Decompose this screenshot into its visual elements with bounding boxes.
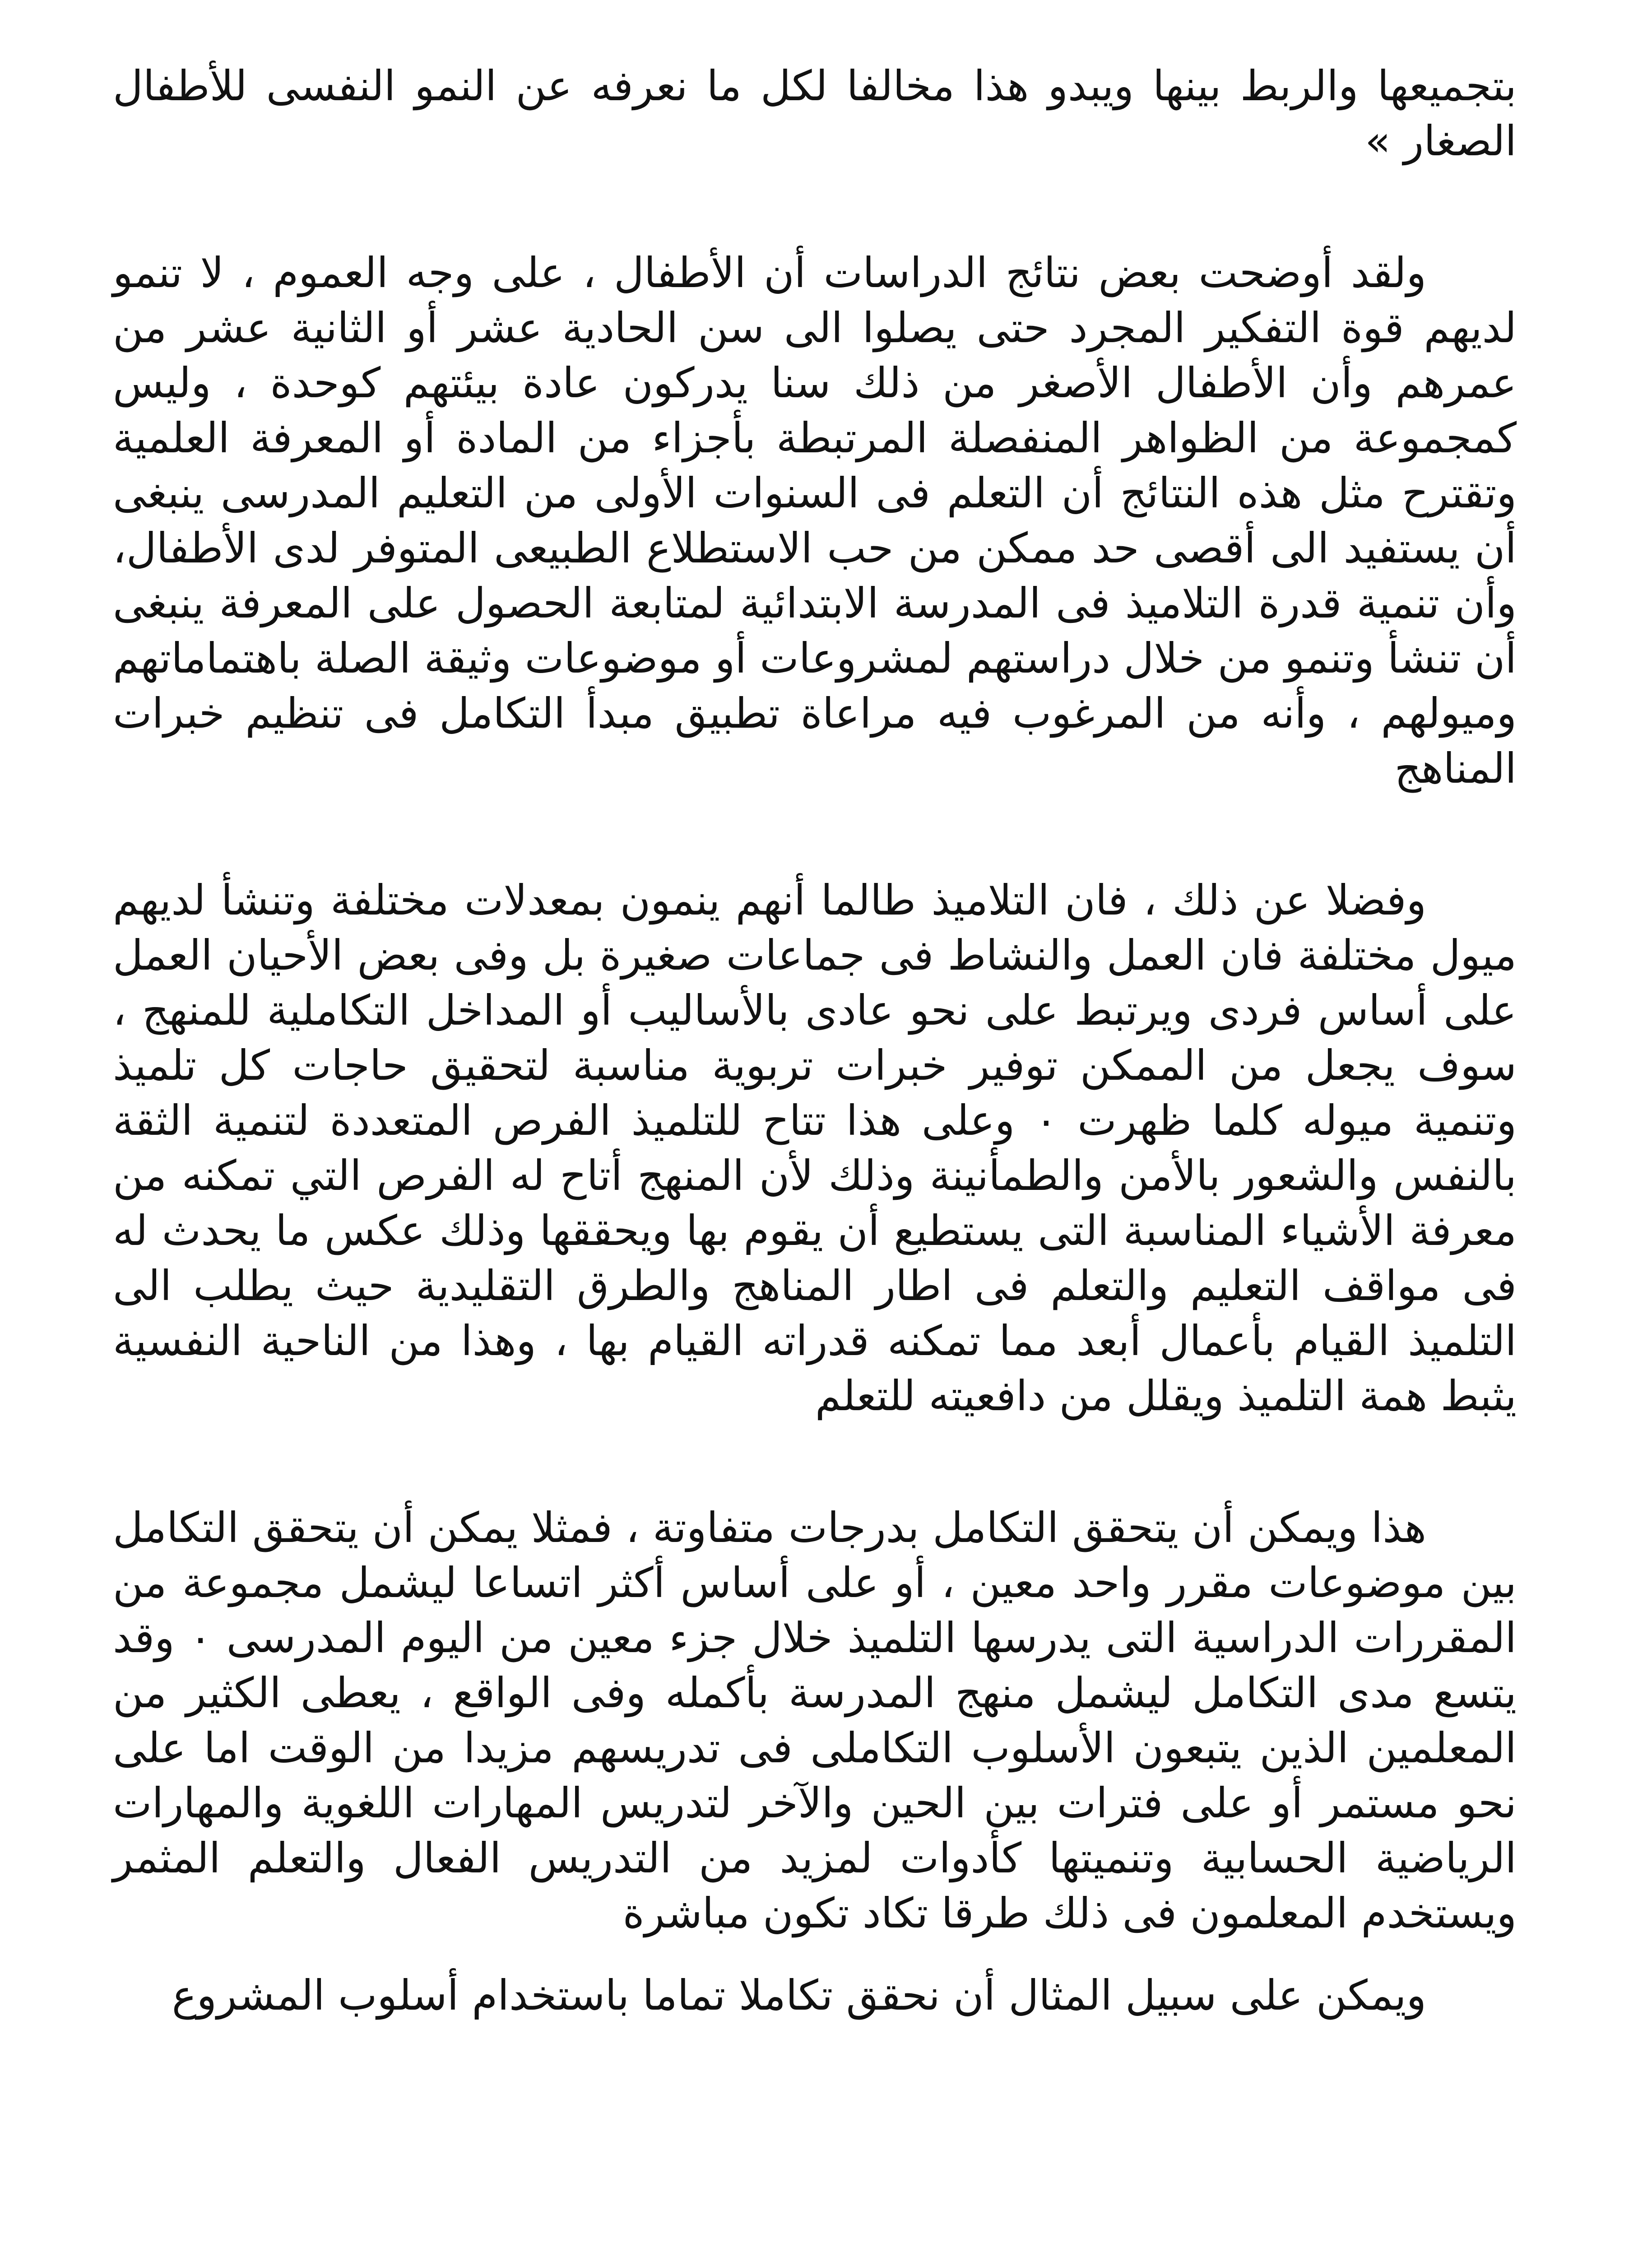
paragraph-child-thinking: ولقد أوضحت بعض نتائج الدراسات أن الأطفال ، على وجه العموم ، لا تنمو لديهم قوة التفكير المجرد حتى يصلوا الى سن الحادية عشر أو الثانية عشر من عمرهم وأن الأطفال الأصغر من ذلك سنا يدركون عادة بيئتهم كوحدة ، وليس كمجموعة من الظواهر المنفصلة المرتبطة بأجزاء من المادة أو المعرفة العلمية وتقترح مثل هذه النتائج أن التعلم فى السنوات الأولى من التعليم المدرسى ينبغى أن يستفيد الى أقصى حد ممكن من حب الاستطلاع الطبيعى المتوفر لدى الأطفال، وأن تنمية قدرة التلاميذ فى المدرسة الابتدائية لمتابعة الحصول على المعرفة ينبغى أن تنشأ وتنمو من خلال دراستهم لمشروعات أو موضوعات وثيقة الصلة باهتماماتهم وميولهم ، وأنه من المرغوب فيه مراعاة تطبيق مبدأ التكامل فى تنظيم خبرات المناهج: [113, 249, 1517, 793]
paragraph-continuation: بتجميعها والربط بينها ويبدو هذا مخالفا لكل ما نعرفه عن النمو النفسى للأطفال الصغار »: [113, 62, 1517, 165]
paragraph-integration-degrees: هذا ويمكن أن يتحقق التكامل بدرجات متفاوتة ، فمثلا يمكن أن يتحقق التكامل بين موضوعات مقرر واحد معين ، أو على أساس أكثر اتساعا ليشمل مجموعة من المقررات الدراسية التى يدرسها التلميذ خلال جزء معين من اليوم المدرسى ٠ وقد يتسع مدى التكامل ليشمل منهج المدرسة بأكمله وفى الواقع ، يعطى الكثير من المعلمين الذين يتبعون الأسلوب التكاملى فى تدريسهم مزيدا من الوقت اما على نحو مستمر أو على فترات بين الحين والآخر لتدريس المهارات اللغوية والمهارات الرياضية الحسابية وتنميتها كأدوات لمزيد من التدريس الفعال والتعلم المثمر ويستخدم المعلمون فى ذلك طرقا تكاد تكون مباشرة: [113, 1504, 1517, 1937]
paragraph-project-method: ويمكن على سبيل المثال أن نحقق تكاملا تماما باستخدام أسلوب المشروع: [172, 1971, 1426, 2020]
body-text: [113, 59, 1517, 2023]
paragraph-individual-rates: وفضلا عن ذلك ، فان التلاميذ طالما أنهم ينمون بمعدلات مختلفة وتنشأ لديهم ميول مختلفة فان العمل والنشاط فى جماعات صغيرة بل وفى بعض الأحيان العمل على أساس فردى ويرتبط على نحو عادى بالأساليب أو المداخل التكاملية للمنهج ، سوف يجعل من الممكن توفير خبرات تربوية مناسبة لتحقيق حاجات كل تلميذ وتنمية ميوله كلما ظهرت ٠ وعلى هذا تتاح للتلميذ الفرص المتعددة لتنمية الثقة بالنفس والشعور بالأمن والطمأنينة وذلك لأن المنهج أتاح له الفرص التي تمكنه من معرفة الأشياء المناسبة التى يستطيع أن يقوم بها ويحققها وذلك عكس ما يحدث له فى مواقف التعليم والتعلم فى اطار المناهج والطرق التقليدية حيث يطلب الى التلميذ القيام بأعمال أبعد مما تمكنه قدراته القيام بها ، وهذا من الناحية النفسية يثبط همة التلميذ ويقلل من دافعيته للتعلم: [113, 876, 1517, 1420]
